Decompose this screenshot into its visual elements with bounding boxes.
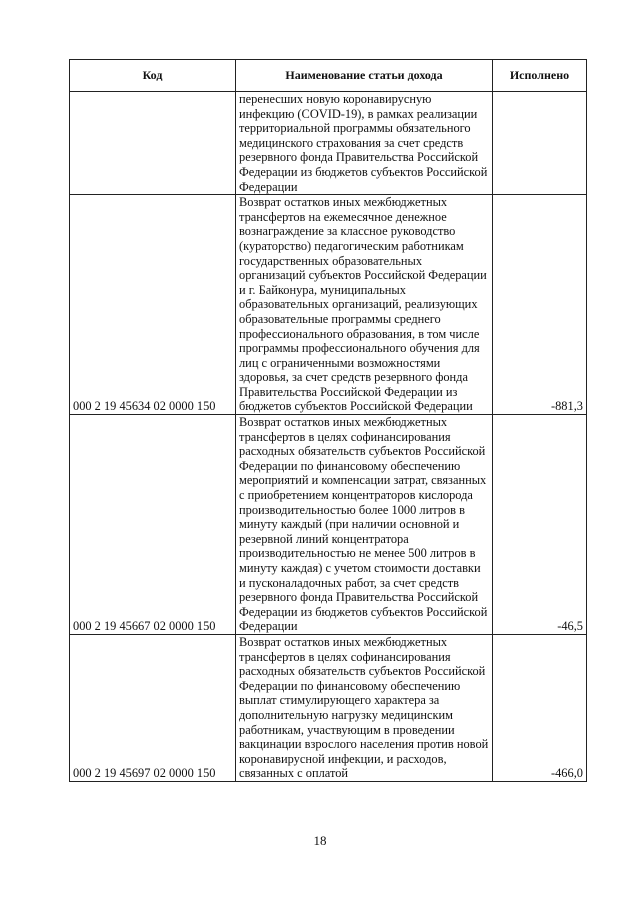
row-amount: -881,3 [493, 195, 587, 415]
row-amount [493, 92, 587, 195]
row-name: перенесших новую коронавирусную инфекцию (COVID-19), в рамках реализации территориальной программы обязательного медицинского страхования за счет средств резервного фонда Правительства Российской Федерации из бюджетов субъектов Российской Федерации [236, 92, 493, 195]
header-name: Наименование статьи дохода [236, 60, 493, 92]
page-number: 18 [313, 833, 327, 848]
row-name: Возврат остатков иных межбюджетных трансфертов в целях софинансирования расходных обязательств субъектов Российской Федерации по финансовому обеспечению выплат стимулирующего характера за дополнительную нагрузку медицинским работникам, участвующим в проведении вакцинации взрослого населения против новой коронавирусной инфекции, и расходов, связанных с оплатой [236, 634, 493, 781]
table-row [70, 195, 587, 415]
row-name: Возврат остатков иных межбюджетных трансфертов на ежемесячное денежное вознаграждение за классное руководство (кураторство) педагогическим работникам государственных образовательных организаций субъектов Российской Федерации и г. Байконура, муниципальных образовательных организаций, реализующих образовательные программы среднего профессионального образования, в том числе программы профессионального обучения для лиц с ограниченными возможностями здоровья, за счет средств резервного фонда Правительства Российской Федерации из бюджетов субъектов Российской Федерации [236, 195, 493, 415]
row-code [70, 92, 236, 195]
row-name: Возврат остатков иных межбюджетных трансфертов в целях софинансирования расходных обязательств субъектов Российской Федерации по финансовому обеспечению мероприятий и компенсации затрат, связанных с приобретением концентраторов кислорода производительностью более 1000 литров в минуту каждый (при наличии основной и резервной линий концентратора производительностью не менее 500 литров в минуту каждая) с учетом стоимости доставки и пусконаладочных работ, за счет средств резервного фонда Правительства Российской Федерации из бюджетов субъектов Российской Федерации [236, 415, 493, 635]
row-amount: -46,5 [493, 415, 587, 635]
row-code: 000 2 19 45667 02 0000 150 [70, 415, 236, 635]
revenue-table [69, 59, 587, 782]
row-amount: -466,0 [493, 634, 587, 781]
header-code: Код [70, 60, 236, 92]
row-code: 000 2 19 45634 02 0000 150 [70, 195, 236, 415]
table-row [70, 92, 587, 195]
table-row [70, 634, 587, 781]
table-header-row [70, 60, 587, 92]
row-code: 000 2 19 45697 02 0000 150 [70, 634, 236, 781]
header-executed: Исполнено [493, 60, 587, 92]
table-row [70, 415, 587, 635]
